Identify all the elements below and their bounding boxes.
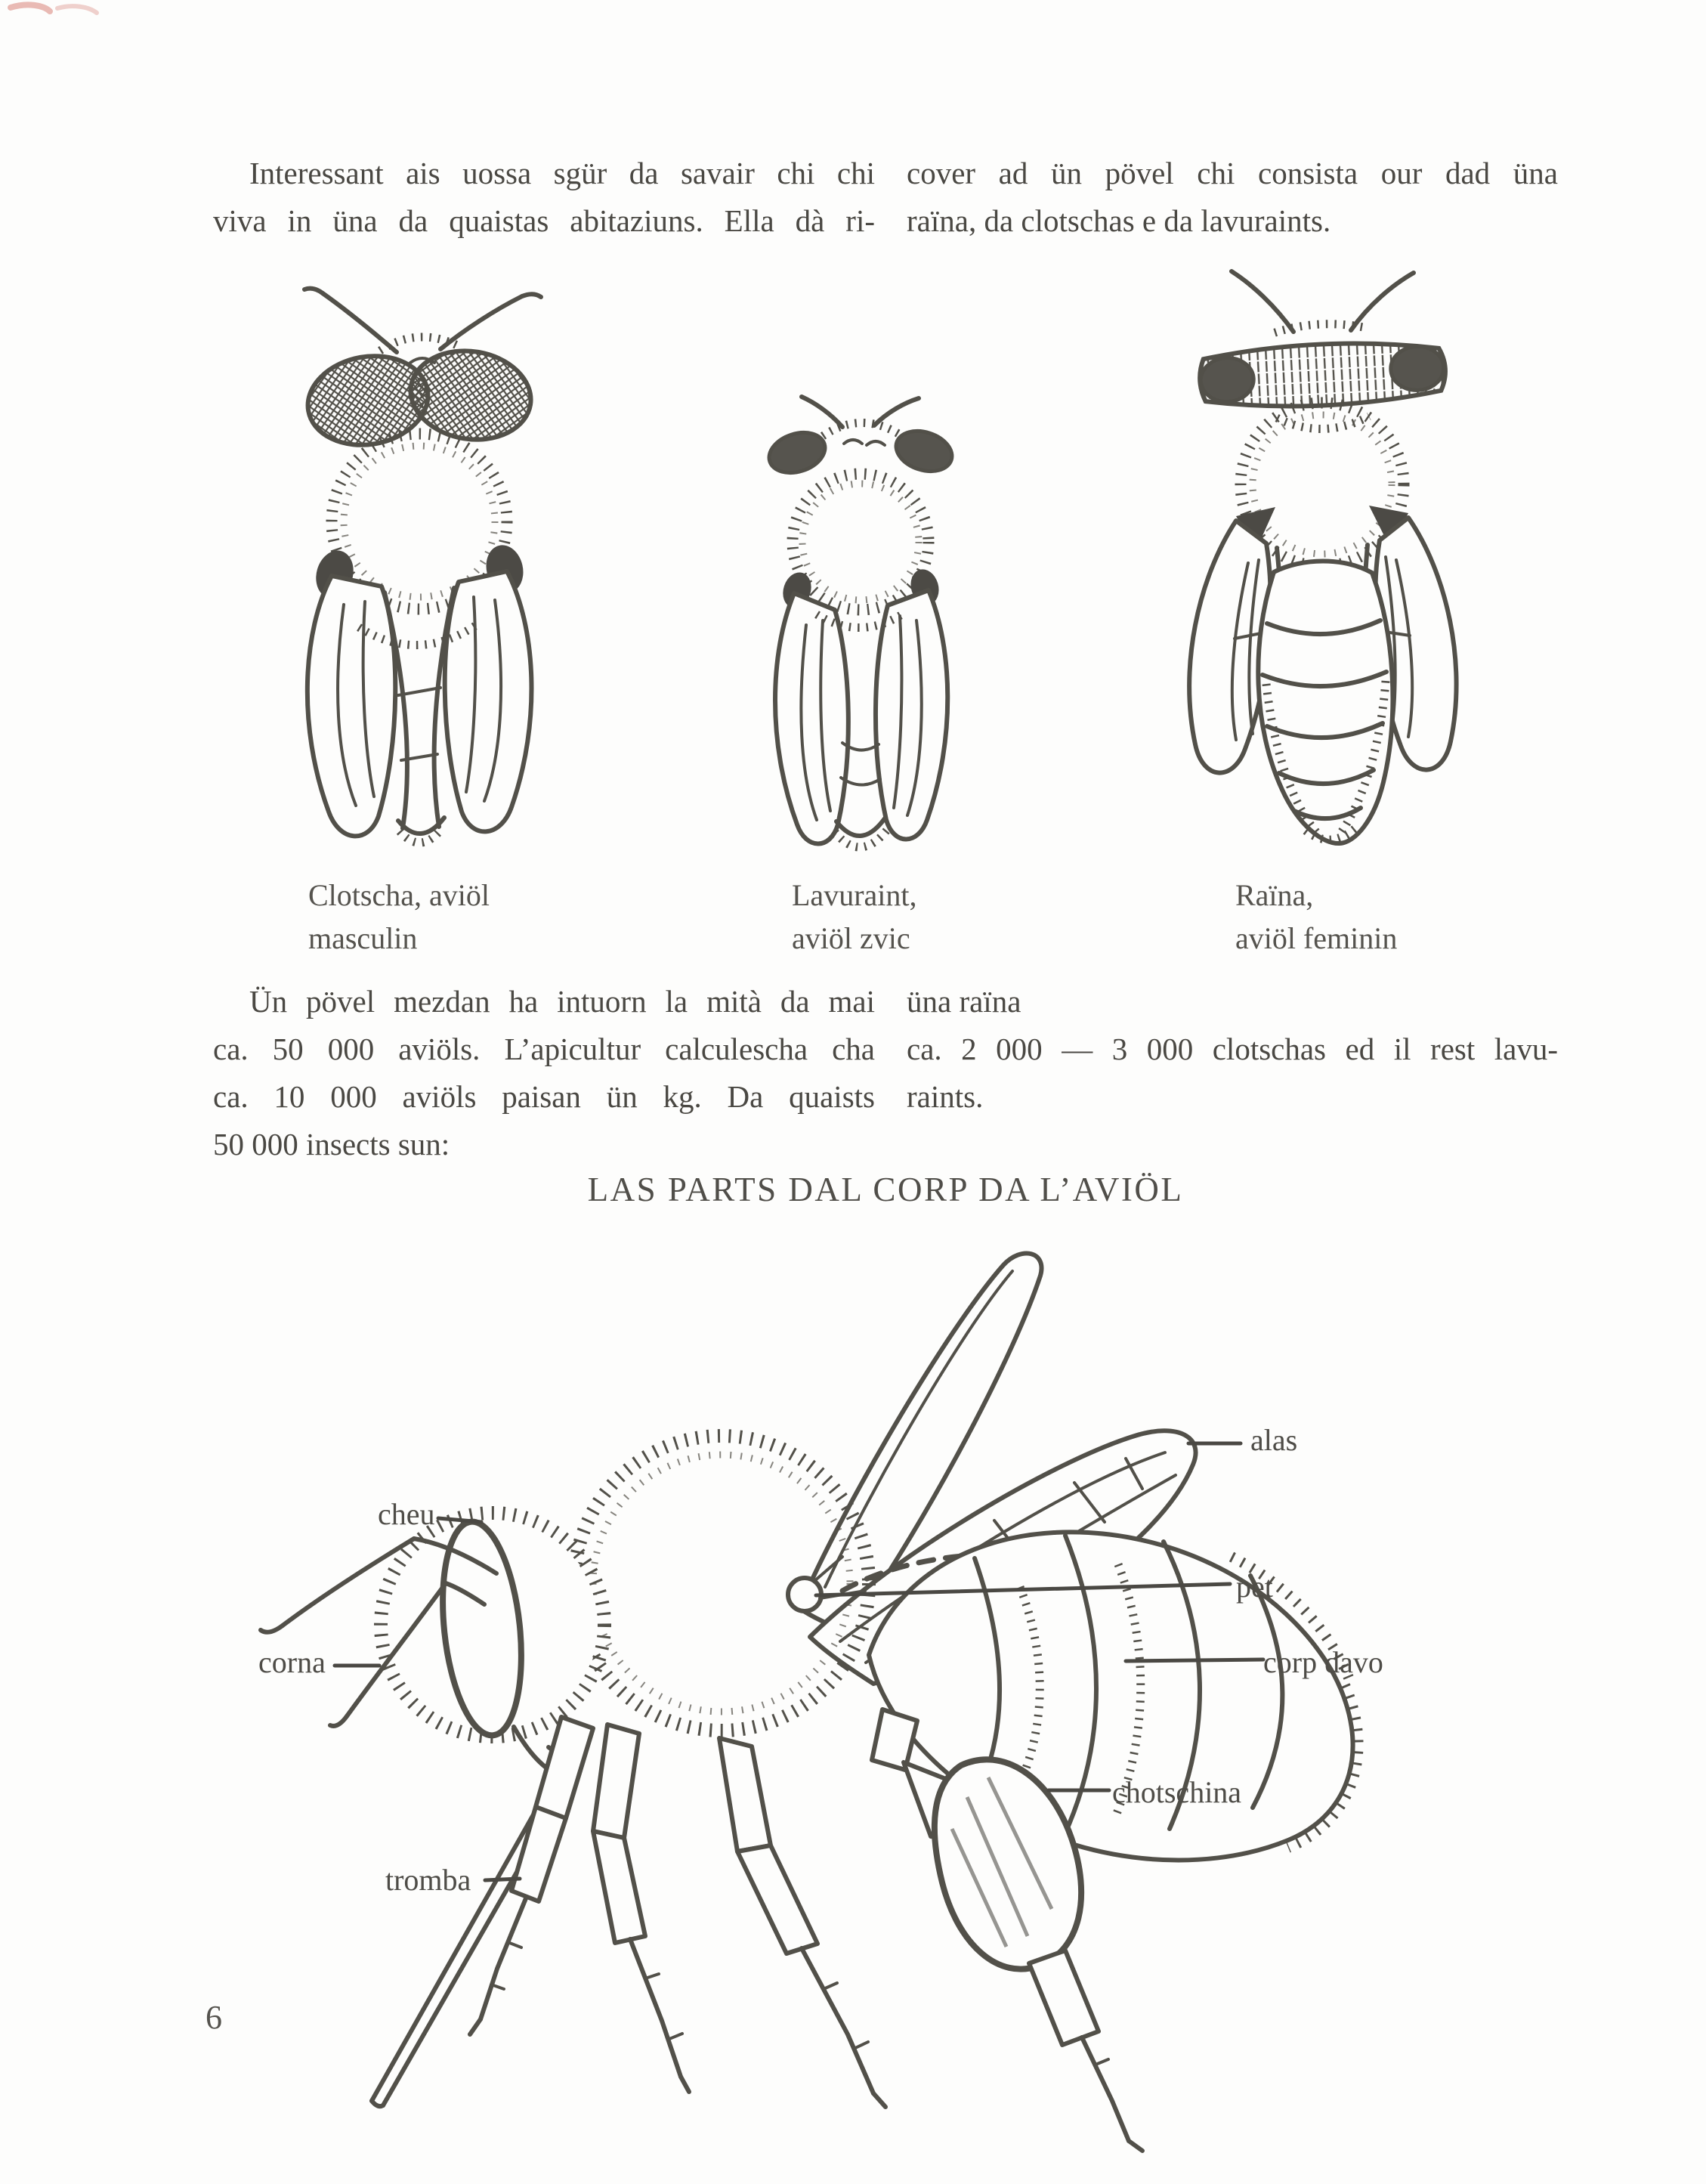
worker-head-eyes [764,422,957,479]
worker-antennae [802,397,919,427]
body-paragraph-left-column [213,978,875,1168]
intro-paragraph-right-column [907,150,1558,245]
text-line: üna raïna [907,984,1021,1019]
caption-line: masculin [308,921,418,955]
diagram-label-corna: corna [258,1645,326,1679]
drone-head-eyes [301,337,537,454]
text-line: viva in üna da quaistas abitaziuns. Ella dà ri- [213,203,875,238]
text-line: ca. 2 000 — 3 000 clotschas ed il rest lavu- [907,1032,1558,1066]
text-line: ca. 10 000 aviöls paisan ün kg. Da quaists [213,1079,875,1114]
drone-antennae [304,289,541,352]
diagram-label-corp-davo: corp davo [1263,1645,1383,1679]
caption-drone [308,874,490,960]
text-line: 50 000 insects sun: [213,1127,450,1162]
diagram-label-pet: pet [1236,1570,1273,1604]
intro-paragraph-left-column [213,150,875,245]
worker-wings [775,566,947,844]
caption-line: aviöl feminin [1235,921,1398,955]
worker-thorax [793,474,929,610]
bee-anatomy-figure [121,1232,1587,2176]
caption-line: aviöl zvic [792,921,910,955]
queen-bee-illustration [1164,261,1481,869]
text-line: cover ad ün pövel chi consista our dad üna [907,156,1558,190]
label-line-tromba [485,1879,520,1880]
queen-antennae [1232,271,1414,332]
text-line: raints. [907,1079,984,1114]
text-line: ca. 50 000 aviöls. L’apicultur calculescha cha [213,1032,875,1066]
diagram-label-cheu: cheu [378,1497,435,1531]
worker-bee-illustration [759,389,963,865]
bee-middle-leg [719,1738,885,2107]
page-number: 6 [206,1999,222,2036]
scan-artifact-red-mark [5,0,103,26]
caption-queen [1235,874,1397,960]
text-line: Ün pövel mezdan ha intuorn la mità da mai [249,984,875,1019]
diagram-label-chotschina: chotschina [1112,1775,1242,1809]
caption-line: Clotscha, aviöl [308,878,490,912]
caption-worker [792,874,917,960]
drone-wings [308,541,532,836]
caption-line: Raïna, [1235,878,1314,912]
drone-bee-illustration [291,272,548,869]
label-line-corp-davo [1126,1660,1263,1661]
bee-front-leg [470,1717,593,2034]
body-paragraph-right-column [907,978,1558,1121]
text-line: Interessant ais uossa sgür da savair chi chi [249,156,875,190]
caption-line: Lavuraint, [792,878,917,912]
diagram-label-alas: alas [1250,1423,1298,1457]
label-line-cheu [438,1518,481,1522]
bee-front-leg-2 [593,1725,689,2092]
section-heading: LAS PARTS DAL CORP DA L’AVIÖL [587,1171,1184,1208]
text-line: raïna, da clotschas e da lavuraints. [907,203,1331,238]
queen-abdomen [1258,561,1392,844]
diagram-label-tromba: tromba [385,1863,471,1897]
